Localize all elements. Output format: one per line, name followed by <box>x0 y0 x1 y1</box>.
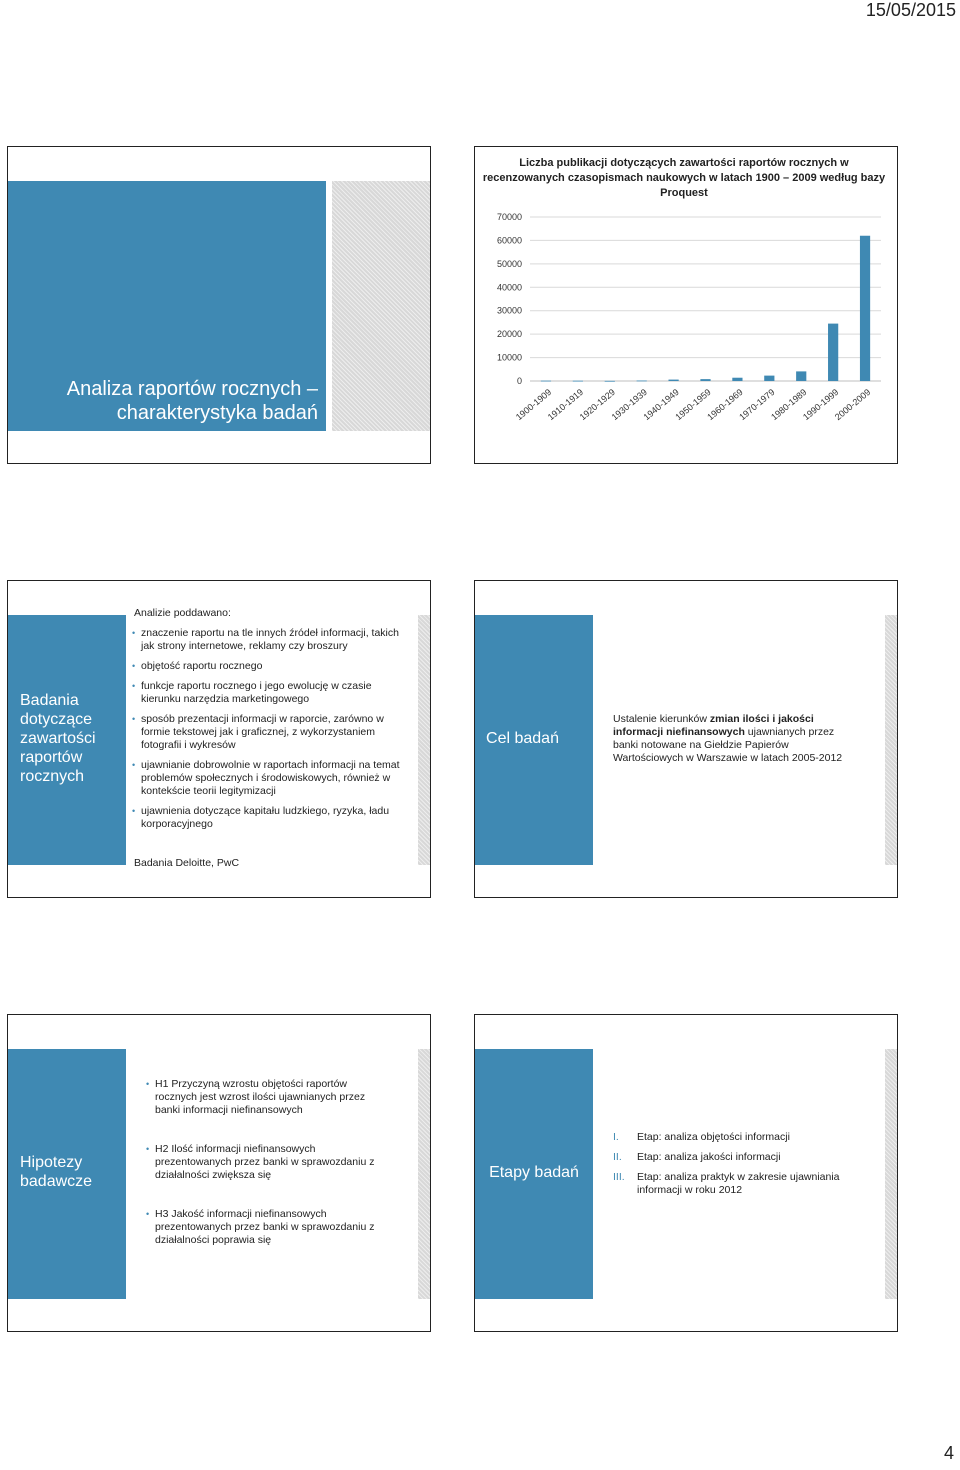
goal-text <box>613 713 883 765</box>
hypotheses-list <box>146 1078 406 1254</box>
stages-title: Etapy badań <box>489 1164 579 1181</box>
x-tick-label: 1900-1909 <box>513 386 554 423</box>
x-tick-label: 1920-1929 <box>577 386 618 423</box>
studies-title <box>20 691 120 786</box>
bullet-line: • znaczenie raportu na tle innych źródeł informacji, takich <box>141 627 399 639</box>
bullet-line: fotografii i wykresów <box>141 739 236 751</box>
hatch-strip <box>885 615 897 865</box>
stage-text: informacji w roku 2012 <box>637 1184 743 1196</box>
x-tick-label: 1960-1969 <box>705 386 745 423</box>
bar <box>796 371 806 381</box>
bullet-line: • funkcje raportu rocznego i jego ewolucję w czasie <box>141 680 372 692</box>
hatch-strip <box>885 1049 897 1299</box>
y-tick-label: 30000 <box>496 305 522 316</box>
hypothesis-line: rocznych jest wzrost ilości ujawnianych przez <box>155 1091 366 1103</box>
list-item <box>132 627 422 653</box>
stages-list <box>613 1131 883 1197</box>
goal-text-part: ujawnianych przez <box>744 726 835 738</box>
stage-number: III. <box>613 1171 625 1183</box>
bullet-line: jak strony internetowe, reklamy czy broszury <box>141 640 348 652</box>
x-tick-label: 1950-1959 <box>673 386 713 423</box>
list-item <box>613 1131 883 1144</box>
slide-hypotheses <box>7 1014 431 1332</box>
goal-text-line <box>613 726 883 739</box>
goal-text-line: banki notowane na Giełdzie Papierów <box>613 739 789 751</box>
studies-title-line: zawartości <box>20 730 96 747</box>
list-item <box>132 713 422 752</box>
stage-number: II. <box>613 1151 622 1163</box>
stage-text: Etap: analiza praktyk w zakresie ujawniania <box>637 1171 840 1183</box>
goal-text-part: Ustalenie kierunków <box>613 713 710 725</box>
studies-title-line: rocznych <box>20 768 85 785</box>
stage-text: Etap: analiza objętości informacji <box>637 1131 790 1143</box>
hypothesis-line: prezentowanych przez banki w sprawozdaniu z <box>155 1156 375 1168</box>
slide-title-line2: charakterystyka badań <box>116 402 318 424</box>
y-tick-label: 40000 <box>496 282 522 293</box>
bar <box>732 378 742 381</box>
hypotheses-title-line: badawcze <box>20 1173 93 1190</box>
list-item <box>132 759 422 798</box>
studies-title-line: raportów <box>20 749 83 766</box>
list-item <box>613 1151 883 1164</box>
hypothesis-line: działalności zwiększa się <box>155 1169 272 1181</box>
bullet-line: • objętość raportu rocznego <box>141 660 263 672</box>
page-number: 4 <box>943 1443 954 1463</box>
hypotheses-title <box>20 1153 120 1191</box>
chart-title: Liczba publikacji dotyczących zawartości raportów rocznych w recenzowanych czasopismach naukowych w latach 1900 – 2009 według bazy Proquest <box>482 157 886 199</box>
bar <box>637 381 647 382</box>
slide-title <box>7 146 431 464</box>
studies-title-line: Badania <box>20 692 79 709</box>
goal-text-line: Wartościowych w Warszawie w latach 2005-2012 <box>613 752 843 764</box>
y-tick-label: 60000 <box>496 235 522 246</box>
goal-title: Cel badań <box>486 730 559 747</box>
list-item <box>146 1143 406 1182</box>
hypothesis-line: działalności poprawia się <box>155 1234 272 1246</box>
y-tick-label: 0 <box>516 376 522 386</box>
hypothesis-line: • H2 Ilość informacji niefinansowych <box>155 1143 316 1155</box>
bar <box>541 381 551 382</box>
studies-title-line: dotyczące <box>20 711 93 728</box>
slide-title-line1: Analiza raportów rocznych – <box>66 378 318 400</box>
stage-text: Etap: analiza jakości informacji <box>637 1151 781 1163</box>
bar <box>605 381 615 382</box>
bullet-line: kontekście teorii legitymizacji <box>141 785 276 797</box>
y-tick-label: 20000 <box>496 329 522 340</box>
studies-footnote: Badania Deloitte, PwC <box>134 857 240 869</box>
bar <box>764 376 774 381</box>
hypothesis-line: banki informacji niefinansowych <box>155 1104 303 1116</box>
list-item <box>146 1078 406 1117</box>
studies-intro: Analizie poddawano: <box>134 607 231 619</box>
x-tick-label: 1910-1919 <box>545 386 586 423</box>
goal-text-emphasis: informacji niefinansowych <box>613 726 745 738</box>
hatch-strip <box>418 1049 430 1299</box>
bullet-line: • ujawnianie dobrowolnie w raportach informacji na temat <box>141 759 400 771</box>
print-date: 15/05/2015 <box>865 0 956 20</box>
bullet-line: kierunku narzędzia marketingowego <box>141 693 310 705</box>
hypothesis-line: • H1 Przyczyną wzrostu objętości raportów <box>155 1078 347 1090</box>
list-item <box>146 1208 406 1247</box>
list-item <box>132 660 422 673</box>
studies-bullet-list <box>132 627 422 838</box>
stage-number: I. <box>613 1131 619 1143</box>
bullet-line: problemów społecznych i środowiskowych, również w <box>141 772 391 784</box>
x-tick-label: 1940-1949 <box>641 386 681 423</box>
bullet-line: • sposób prezentacji informacji w raporcie, zarówno w <box>141 713 384 725</box>
bar <box>573 381 583 382</box>
list-item <box>132 805 422 831</box>
y-tick-label: 70000 <box>496 212 522 222</box>
goal-text-emphasis: zmian ilości i jakości <box>709 713 814 725</box>
bullet-line: • ujawnienia dotyczące kapitału ludzkiego, ryzyka, ładu <box>141 805 390 817</box>
x-tick-label: 1980-1989 <box>769 386 809 423</box>
hypotheses-title-line: Hipotezy <box>20 1154 83 1171</box>
list-item <box>613 1171 883 1197</box>
publications-bar-chart <box>476 205 896 460</box>
bar <box>860 236 870 381</box>
bar <box>828 324 838 381</box>
bullet-line: formie tekstowej jak i graficznej, z wykorzystaniem <box>141 726 375 738</box>
list-item <box>132 680 422 706</box>
hypothesis-line: prezentowanych przez banki w sprawozdaniu z <box>155 1221 375 1233</box>
y-tick-label: 50000 <box>496 258 522 269</box>
x-tick-label: 2000-2009 <box>832 386 873 423</box>
slide-research-stages <box>474 1014 898 1332</box>
bar <box>668 380 678 381</box>
x-tick-label: 1930-1939 <box>609 386 649 423</box>
bullet-line: korporacyjnego <box>141 818 213 830</box>
hatch-strip <box>332 181 431 431</box>
goal-text-line <box>613 713 883 726</box>
bar <box>700 379 710 381</box>
slide-research-goal <box>474 580 898 898</box>
x-tick-label: 1990-1999 <box>801 386 841 423</box>
x-tick-label: 1970-1979 <box>737 386 777 423</box>
slide-content-studies <box>7 580 431 898</box>
y-tick-label: 10000 <box>496 352 522 363</box>
hypothesis-line: • H3 Jakość informacji niefinansowych <box>155 1208 327 1220</box>
